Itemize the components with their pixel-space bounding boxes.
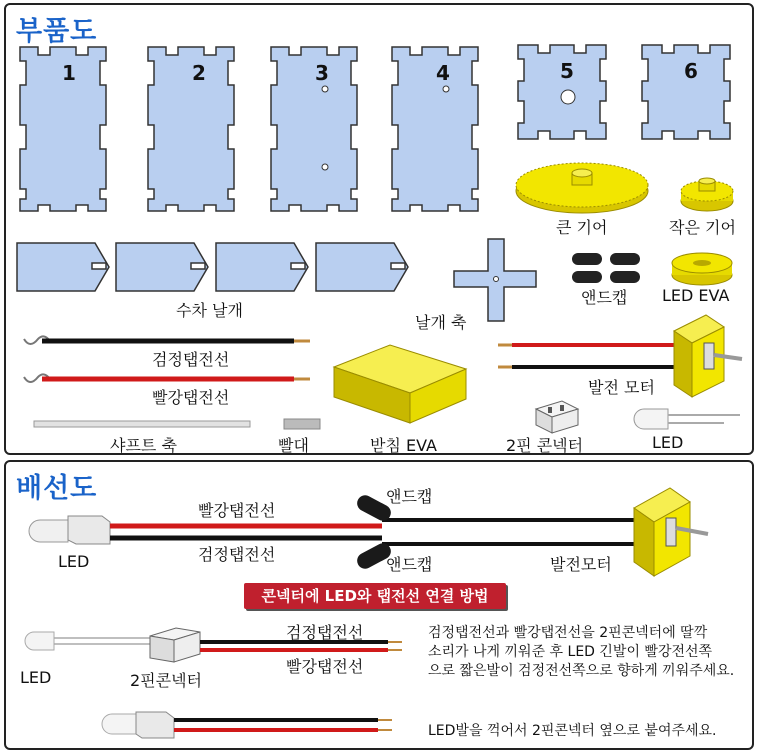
wiring-motor-label: 발전모터 [550, 555, 612, 574]
shaft-rod [34, 421, 250, 427]
generator-motor [674, 315, 742, 397]
wiring-generator-motor [634, 488, 708, 576]
motor-wires [498, 345, 674, 367]
led-component [634, 409, 740, 429]
wiring-title: 배선도 [16, 473, 98, 504]
main-led [29, 516, 110, 544]
method-connector [150, 628, 200, 662]
straw-label: 빨대 [278, 436, 309, 455]
blade-shaft-label: 날개 축 [415, 313, 467, 332]
plate-number-1: 1 [62, 61, 76, 85]
method-red-wire-label: 빨강탭전선 [286, 657, 364, 676]
connector-label: 2핀 콘넥터 [506, 436, 584, 455]
instruction-line-3: 으로 짧은발이 검정전선쪽으로 향하게 끼워주세요. [428, 663, 735, 679]
red-wire-label: 빨강탭전선 [152, 388, 230, 407]
parts-diagram-panel [4, 3, 754, 455]
instruction-line-2: 소리가 나게 끼워준 후 LED 긴발이 빨강전선쪽 [428, 644, 713, 660]
end-cap-bottom-label: 앤드캡 [386, 555, 433, 574]
plate-number-6: 6 [684, 59, 698, 83]
method-banner: 콘넥터에 LED와 탭전선 연결 방법 [244, 583, 506, 609]
method-led-label: LED [20, 668, 52, 687]
wiring-black-wire-label: 검정탭전선 [198, 545, 276, 564]
main-wires [110, 520, 642, 544]
large-gear [516, 163, 648, 213]
led-eva-label: LED EVA [662, 286, 730, 305]
blades-label: 수차 날개 [176, 301, 243, 320]
led-label: LED [652, 433, 684, 452]
method-wires [200, 642, 402, 650]
two-pin-connector [536, 401, 578, 433]
red-tab-wire [24, 374, 310, 382]
instruction-line-1: 검정탭전선과 빨강탭전선을 2핀콘넥터에 딸깍 [428, 625, 708, 641]
plate-number-5: 5 [560, 59, 574, 83]
bend-instruction: LED발을 꺽어서 2핀콘넥터 옆으로 붙여주세요. [428, 723, 717, 739]
end-caps [572, 253, 640, 283]
motor-label: 발전 모터 [588, 378, 655, 397]
black-tab-wire [24, 336, 310, 344]
plate-number-4: 4 [436, 61, 450, 85]
base-eva [334, 345, 466, 423]
method-black-wire-label: 검정탭전선 [286, 623, 364, 642]
led-eva-ring [672, 253, 732, 285]
wiring-red-wire-label: 빨강탭전선 [198, 501, 276, 520]
plate-4 [392, 47, 478, 211]
large-gear-label: 큰 기어 [556, 218, 608, 237]
black-wire-label: 검정탭전선 [152, 350, 230, 369]
shaft-label: 샤프트 축 [110, 436, 177, 455]
method-led [25, 632, 154, 650]
straw [284, 419, 320, 429]
parts-title: 부품도 [16, 16, 98, 47]
small-gear-label: 작은 기어 [669, 218, 736, 237]
base-eva-label: 받침 EVA [370, 436, 437, 455]
bent-led-assembly [102, 712, 392, 738]
wiring-led-label: LED [58, 552, 90, 571]
end-cap-top-label: 앤드캡 [386, 487, 433, 506]
plate-number-2: 2 [192, 61, 206, 85]
plate-3 [271, 47, 357, 211]
plate-2 [148, 47, 234, 211]
method-connector-label: 2핀콘넥터 [130, 671, 203, 690]
wiring-diagram-panel [4, 460, 754, 750]
small-gear [681, 178, 733, 211]
end-caps-label: 앤드캡 [581, 288, 628, 307]
plate-number-3: 3 [315, 61, 329, 85]
